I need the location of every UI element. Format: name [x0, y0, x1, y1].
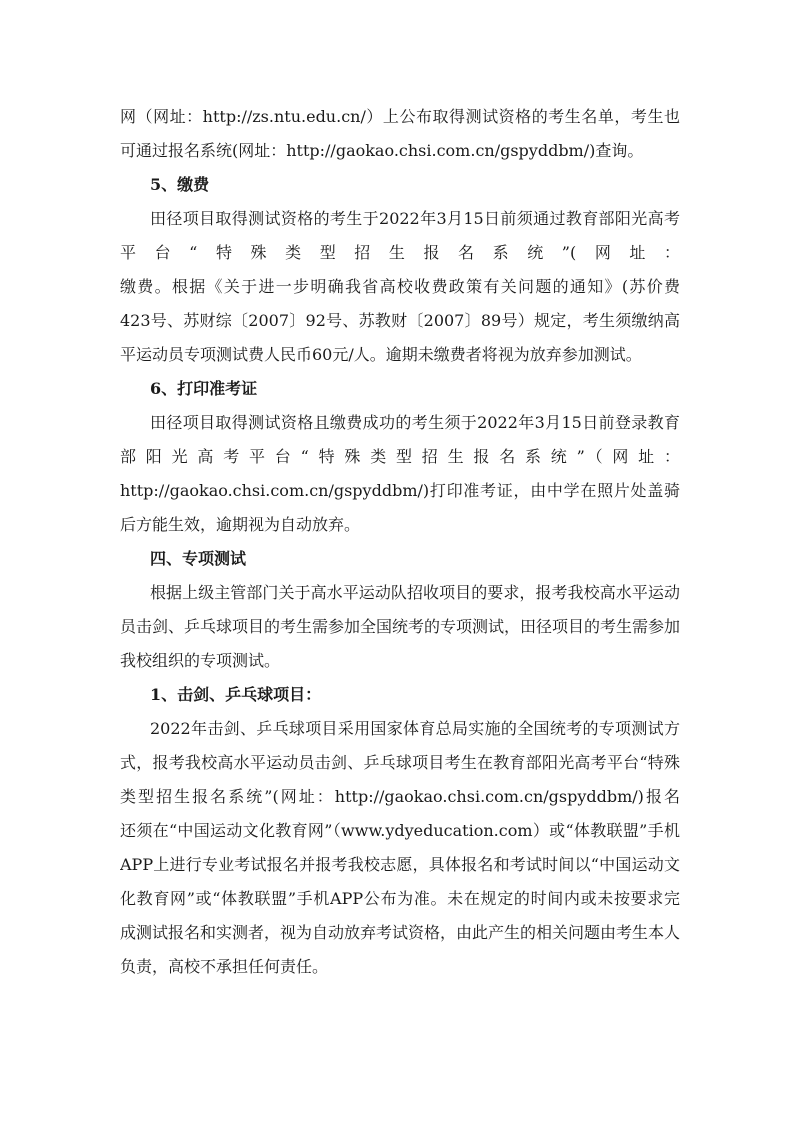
paragraph-line: 类型招生报名系统”(网址：http://gaokao.chsi.com.cn/gspyddbm/)报名: [120, 787, 680, 806]
paragraph-line: 田径项目取得测试资格且缴费成功的考生须于2022年3月15日前登录教育: [150, 413, 680, 432]
paragraph-line: 还须在“中国运动文化教育网”（www.ydyeducation.com）或“体教联盟”手机: [120, 821, 680, 840]
document-body: [120, 100, 680, 984]
section-heading: 5、缴费: [150, 175, 210, 194]
paragraph-line: 缴费。根据《关于进一步明确我省高校收费政策有关问题的通知》(苏价费: [120, 277, 680, 296]
paragraph-line: 我校组织的专项测试。: [120, 651, 281, 670]
paragraph-line: 根据上级主管部门关于高水平运动队招收项目的要求，报考我校高水平运动: [150, 583, 680, 602]
paragraph-line: 田径项目取得测试资格的考生于2022年3月15日前须通过教育部阳光高考: [150, 209, 680, 228]
section-heading: 6、打印准考证: [150, 379, 258, 398]
paragraph-line: 423号、苏财综〔2007〕92号、苏教财〔2007〕89号）规定，考生须缴纳高: [120, 311, 680, 330]
section-heading: 1、击剑、乒乓球项目：: [150, 685, 322, 704]
paragraph-line: 负责，高校不承担任何责任。: [120, 957, 329, 976]
paragraph-line: 平台“特殊类型招生报名系统”(网址：: [120, 243, 680, 262]
paragraph-line: 可通过报名系统(网址：http://gaokao.chsi.com.cn/gspyddbm/)查询。: [120, 141, 644, 160]
paragraph-line: 部阳光高考平台“特殊类型招生报名系统”（网址：: [120, 447, 680, 466]
paragraph-line: 员击剑、乒乓球项目的考生需参加全国统考的专项测试，田径项目的考生需参加: [120, 617, 680, 636]
paragraph-line: 化教育网”或“体教联盟”手机APP公布为准。未在规定的时间内或未按要求完: [120, 889, 680, 908]
paragraph-line: http://gaokao.chsi.com.cn/gspyddbm/)打印准考证，由中学在照片处盖骑: [120, 481, 680, 500]
paragraph-line: 2022年击剑、乒乓球项目采用国家体育总局实施的全国统考的专项测试方: [150, 719, 680, 738]
section-heading: 四、专项测试: [150, 549, 247, 568]
paragraph-line: 网（网址：http://zs.ntu.edu.cn/）上公布取得测试资格的考生名单，考生也: [120, 107, 680, 126]
paragraph-line: 成测试报名和实测者，视为自动放弃考试资格，由此产生的相关问题由考生本人: [120, 923, 680, 942]
paragraph-line: APP上进行专业考试报名并报考我校志愿，具体报名和考试时间以“中国运动文: [120, 855, 680, 874]
paragraph-line: 式，报考我校高水平运动员击剑、乒乓球项目考生在教育部阳光高考平台“特殊: [120, 753, 680, 772]
paragraph-line: 平运动员专项测试费人民币60元/人。逾期未缴费者将视为放弃参加测试。: [120, 345, 642, 364]
paragraph-line: 后方能生效，逾期视为自动放弃。: [120, 515, 361, 534]
